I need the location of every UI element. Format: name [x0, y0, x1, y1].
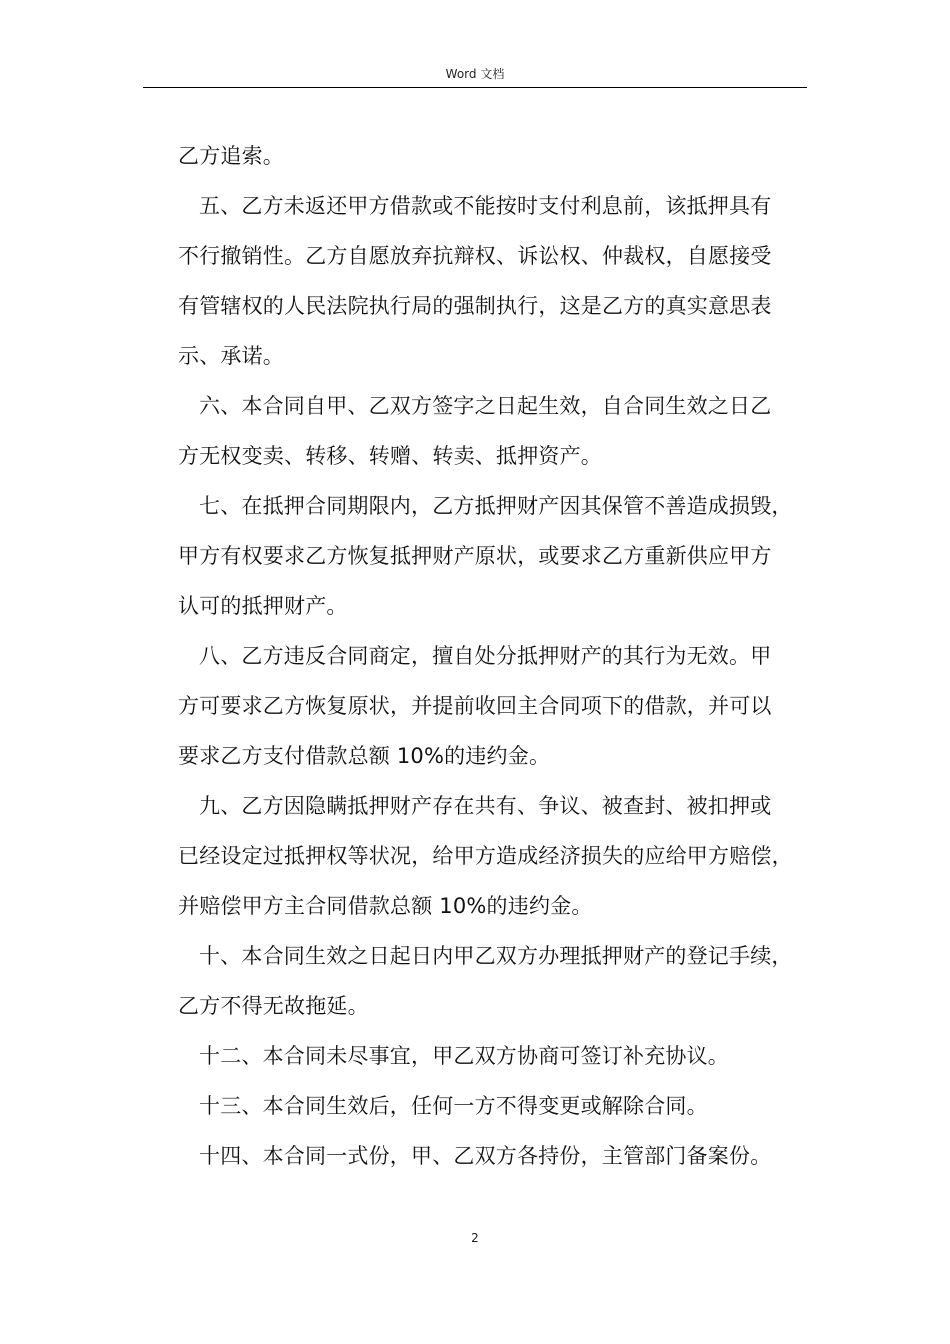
- clause-14-line: 十四、本合同一式份，甲、乙双方各持份，主管部门备案份。: [199, 1144, 772, 1168]
- body-line: 有管辖权的人民法院执行局的强制执行，这是乙方的真实意思表: [178, 294, 772, 318]
- body-line: 认可的抵押财产。: [178, 594, 348, 618]
- body-line: 乙方追索。: [178, 144, 284, 168]
- body-line: 甲方有权要求乙方恢复抵押财产原状，或要求乙方重新供应甲方: [178, 544, 772, 568]
- body-line: 不行撤销性。乙方自愿放弃抗辩权、诉讼权、仲裁权，自愿接受: [178, 244, 772, 268]
- page-header: Word 文档: [445, 67, 505, 81]
- header-divider: [143, 87, 807, 88]
- body-line: 要求乙方支付借款总额 10%的违约金。: [178, 744, 551, 768]
- clause-5-line: 五、乙方未返还甲方借款或不能按时支付利息前，该抵押具有: [199, 194, 772, 218]
- body-line: 乙方不得无故拖延。: [178, 994, 369, 1018]
- clause-9-line: 九、乙方因隐瞒抵押财产存在共有、争议、被查封、被扣押或: [199, 794, 772, 818]
- body-line: 并赔偿甲方主合同借款总额 10%的违约金。: [178, 894, 593, 918]
- clause-12-line: 十二、本合同未尽事宜，甲乙双方协商可签订补充协议。: [199, 1044, 729, 1068]
- clause-6-line: 六、本合同自甲、乙双方签字之日起生效，自合同生效之日乙: [199, 394, 772, 418]
- clause-7-line: 七、在抵押合同期限内，乙方抵押财产因其保管不善造成损毁，: [199, 494, 793, 518]
- body-line: 方无权变卖、转移、转赠、转卖、抵押资产。: [178, 444, 602, 468]
- clause-8-line: 八、乙方违反合同商定，擅自处分抵押财产的其行为无效。甲: [199, 644, 772, 668]
- clause-13-line: 十三、本合同生效后，任何一方不得变更或解除合同。: [199, 1094, 708, 1118]
- document-body: [178, 131, 808, 1181]
- body-line: 方可要求乙方恢复原状，并提前收回主合同项下的借款，并可以: [178, 694, 772, 718]
- body-line: 已经设定过抵押权等状况，给甲方造成经济损失的应给甲方赔偿，: [178, 844, 793, 868]
- clause-10-line: 十、本合同生效之日起日内甲乙双方办理抵押财产的登记手续，: [199, 944, 793, 968]
- page-number: 2: [471, 1231, 479, 1245]
- body-line: 示、承诺。: [178, 344, 284, 368]
